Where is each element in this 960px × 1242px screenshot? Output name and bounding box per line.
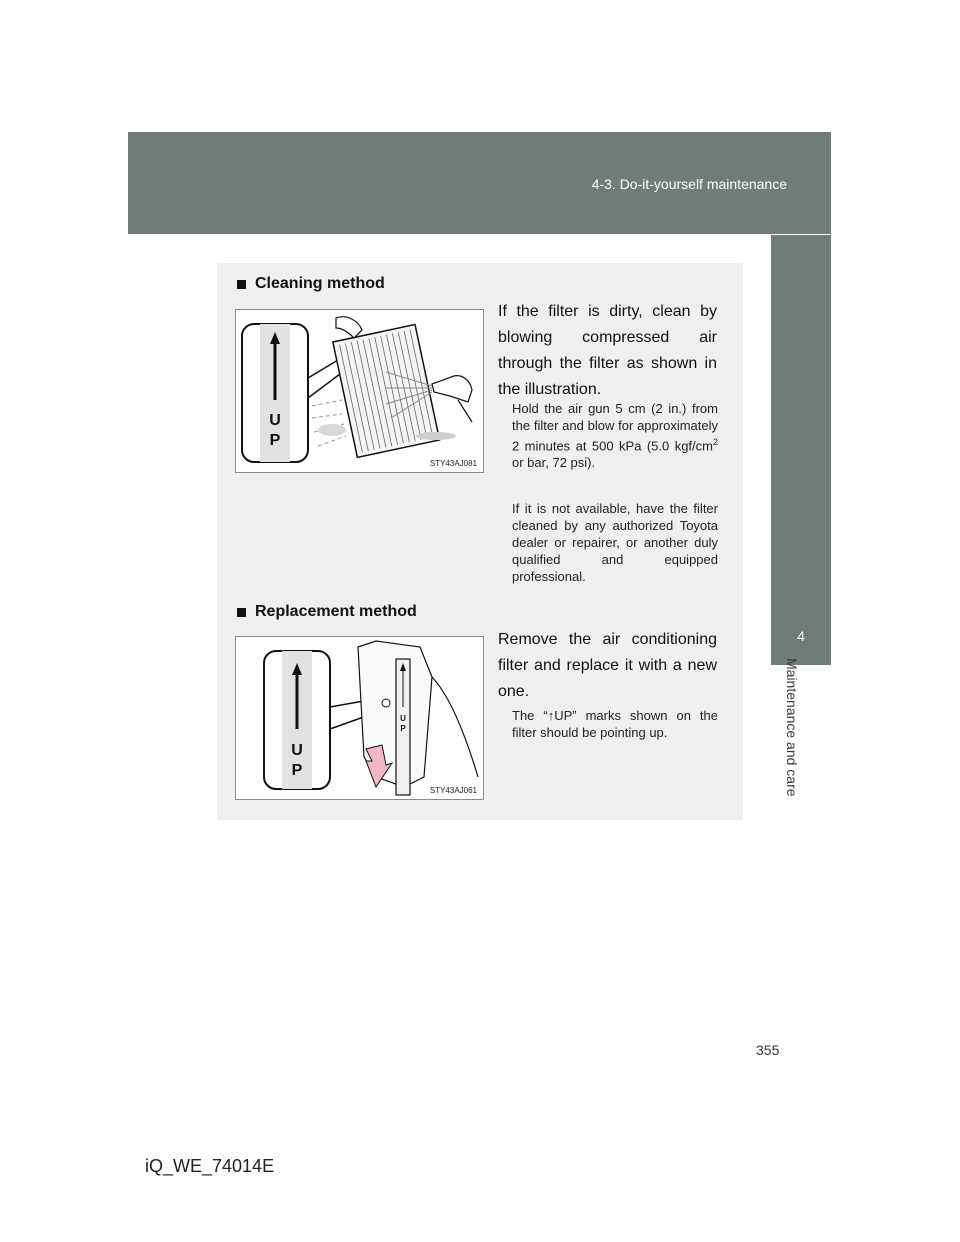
svg-text:P: P: [269, 432, 281, 449]
svg-text:P: P: [291, 762, 303, 779]
figure-code: STY43AJ061: [429, 786, 477, 795]
chapter-label: Maintenance and care: [784, 658, 800, 797]
side-tab-band: [771, 235, 831, 600]
figure-code: STY43AJ081: [429, 459, 477, 468]
section-title: 4-3. Do-it-yourself maintenance: [591, 176, 787, 192]
cleaning-main-text: If the filter is dirty, clean by blowing compressed air through the filter as shown in the illustration.: [498, 303, 717, 398]
air-gun-filter-drawing: [236, 310, 483, 472]
cleaning-method-heading: [237, 275, 385, 293]
replacement-sub-text: The “↑UP” marks shown on the filter should be pointing up.: [512, 708, 718, 740]
chapter-label-wrap: [782, 658, 802, 818]
replacement-main-text: Remove the air conditioning filter and replace it with a new one.: [498, 631, 717, 700]
filter-replacement-drawing: [236, 637, 483, 799]
content-box: [217, 263, 743, 820]
replacement-method-heading: [237, 603, 417, 621]
heading-text: Cleaning method: [255, 275, 385, 292]
chapter-number: 4: [797, 628, 805, 644]
square-bullet-icon: [237, 608, 246, 617]
sub-text-part: Hold the air gun 5 cm (2 in.) from the filter and blow for approximately 2 minutes at 500 kPa (5.0 kgf/cm: [512, 401, 718, 454]
sub-text-part: or bar, 72 psi).: [512, 455, 596, 471]
chapter-header: [128, 132, 831, 234]
svg-text:P: P: [400, 724, 406, 733]
footer-code: iQ_WE_74014E: [145, 1156, 275, 1176]
heading-text: Replacement method: [255, 603, 417, 620]
page-number: 355: [756, 1042, 780, 1058]
cleaning-sub-text-1: [512, 400, 718, 471]
svg-text:U: U: [269, 412, 281, 429]
replacement-illustration: [235, 636, 484, 800]
svg-text:U: U: [400, 714, 406, 723]
svg-text:U: U: [291, 742, 303, 759]
superscript: 2: [712, 437, 718, 447]
cleaning-illustration: [235, 309, 484, 473]
square-bullet-icon: [237, 280, 246, 289]
side-tab-number-box: [771, 600, 831, 665]
cleaning-sub-text-2: If it is not available, have the filter cleaned by any authorized Toyota dealer or repairer, or another duly qualified and equipped professional.: [512, 501, 718, 584]
